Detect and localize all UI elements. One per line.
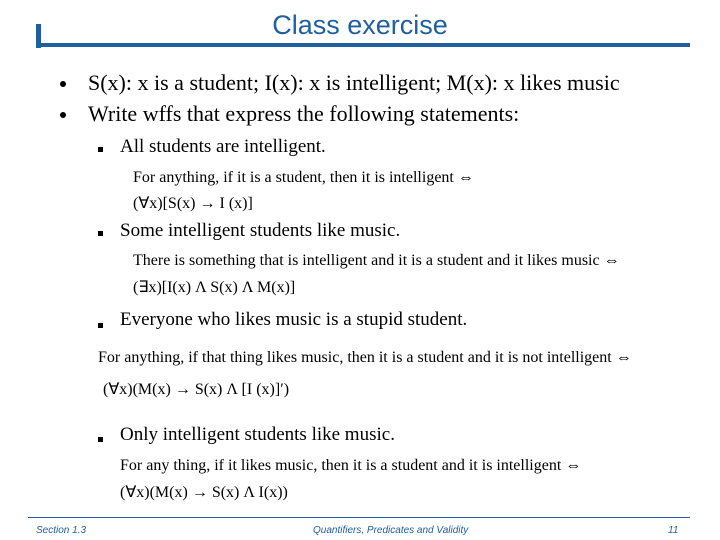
explanation-1: For anything, if it is a student, then it is intelligent ⇔: [133, 169, 474, 186]
bullet-dot: [60, 81, 66, 87]
footer-title: Quantifiers, Predicates and Validity: [313, 525, 469, 536]
formula-4: (∀x)(M(x) → S(x) Λ I(x)): [120, 484, 288, 501]
formula-1: (∀x)[S(x) → I (x)]: [133, 195, 253, 212]
footer-page-number: 11: [668, 525, 679, 536]
statement-4: Only intelligent students like music.: [120, 424, 395, 445]
sub-bullet-square: [98, 147, 103, 152]
explanation-4: For any thing, if it likes music, then it is a student and it is intelligent ⇔: [120, 457, 582, 474]
formula-2: (∃x)[I(x) Λ S(x) Λ M(x)]: [133, 279, 296, 296]
slide-title: Class exercise: [272, 10, 448, 40]
bullet-instruction: Write wffs that express the following statements:: [88, 101, 520, 126]
statement-1: All students are intelligent.: [120, 136, 326, 157]
footer-section: Section 1.3: [36, 525, 87, 536]
formula-3: (∀x)(M(x) → S(x) Λ [I (x)]′): [103, 381, 290, 398]
sub-bullet-square: [98, 323, 103, 328]
explanation-2: There is something that is intelligent and it is a student and it likes music ⇔: [133, 252, 620, 269]
statement-3: Everyone who likes music is a stupid student.: [120, 309, 468, 330]
footer-line: [28, 517, 690, 518]
explanation-3: For anything, if that thing likes music, then it is a student and it is not intelligent ⇔: [98, 349, 632, 366]
bullet-definitions: S(x): x is a student; I(x): x is intelligent; M(x): x likes music: [88, 70, 620, 95]
sub-bullet-square: [98, 231, 103, 236]
title-underline: [36, 43, 690, 47]
sub-bullet-square: [98, 437, 103, 442]
bullet-dot: [60, 112, 66, 118]
statement-2: Some intelligent students like music.: [120, 220, 401, 241]
